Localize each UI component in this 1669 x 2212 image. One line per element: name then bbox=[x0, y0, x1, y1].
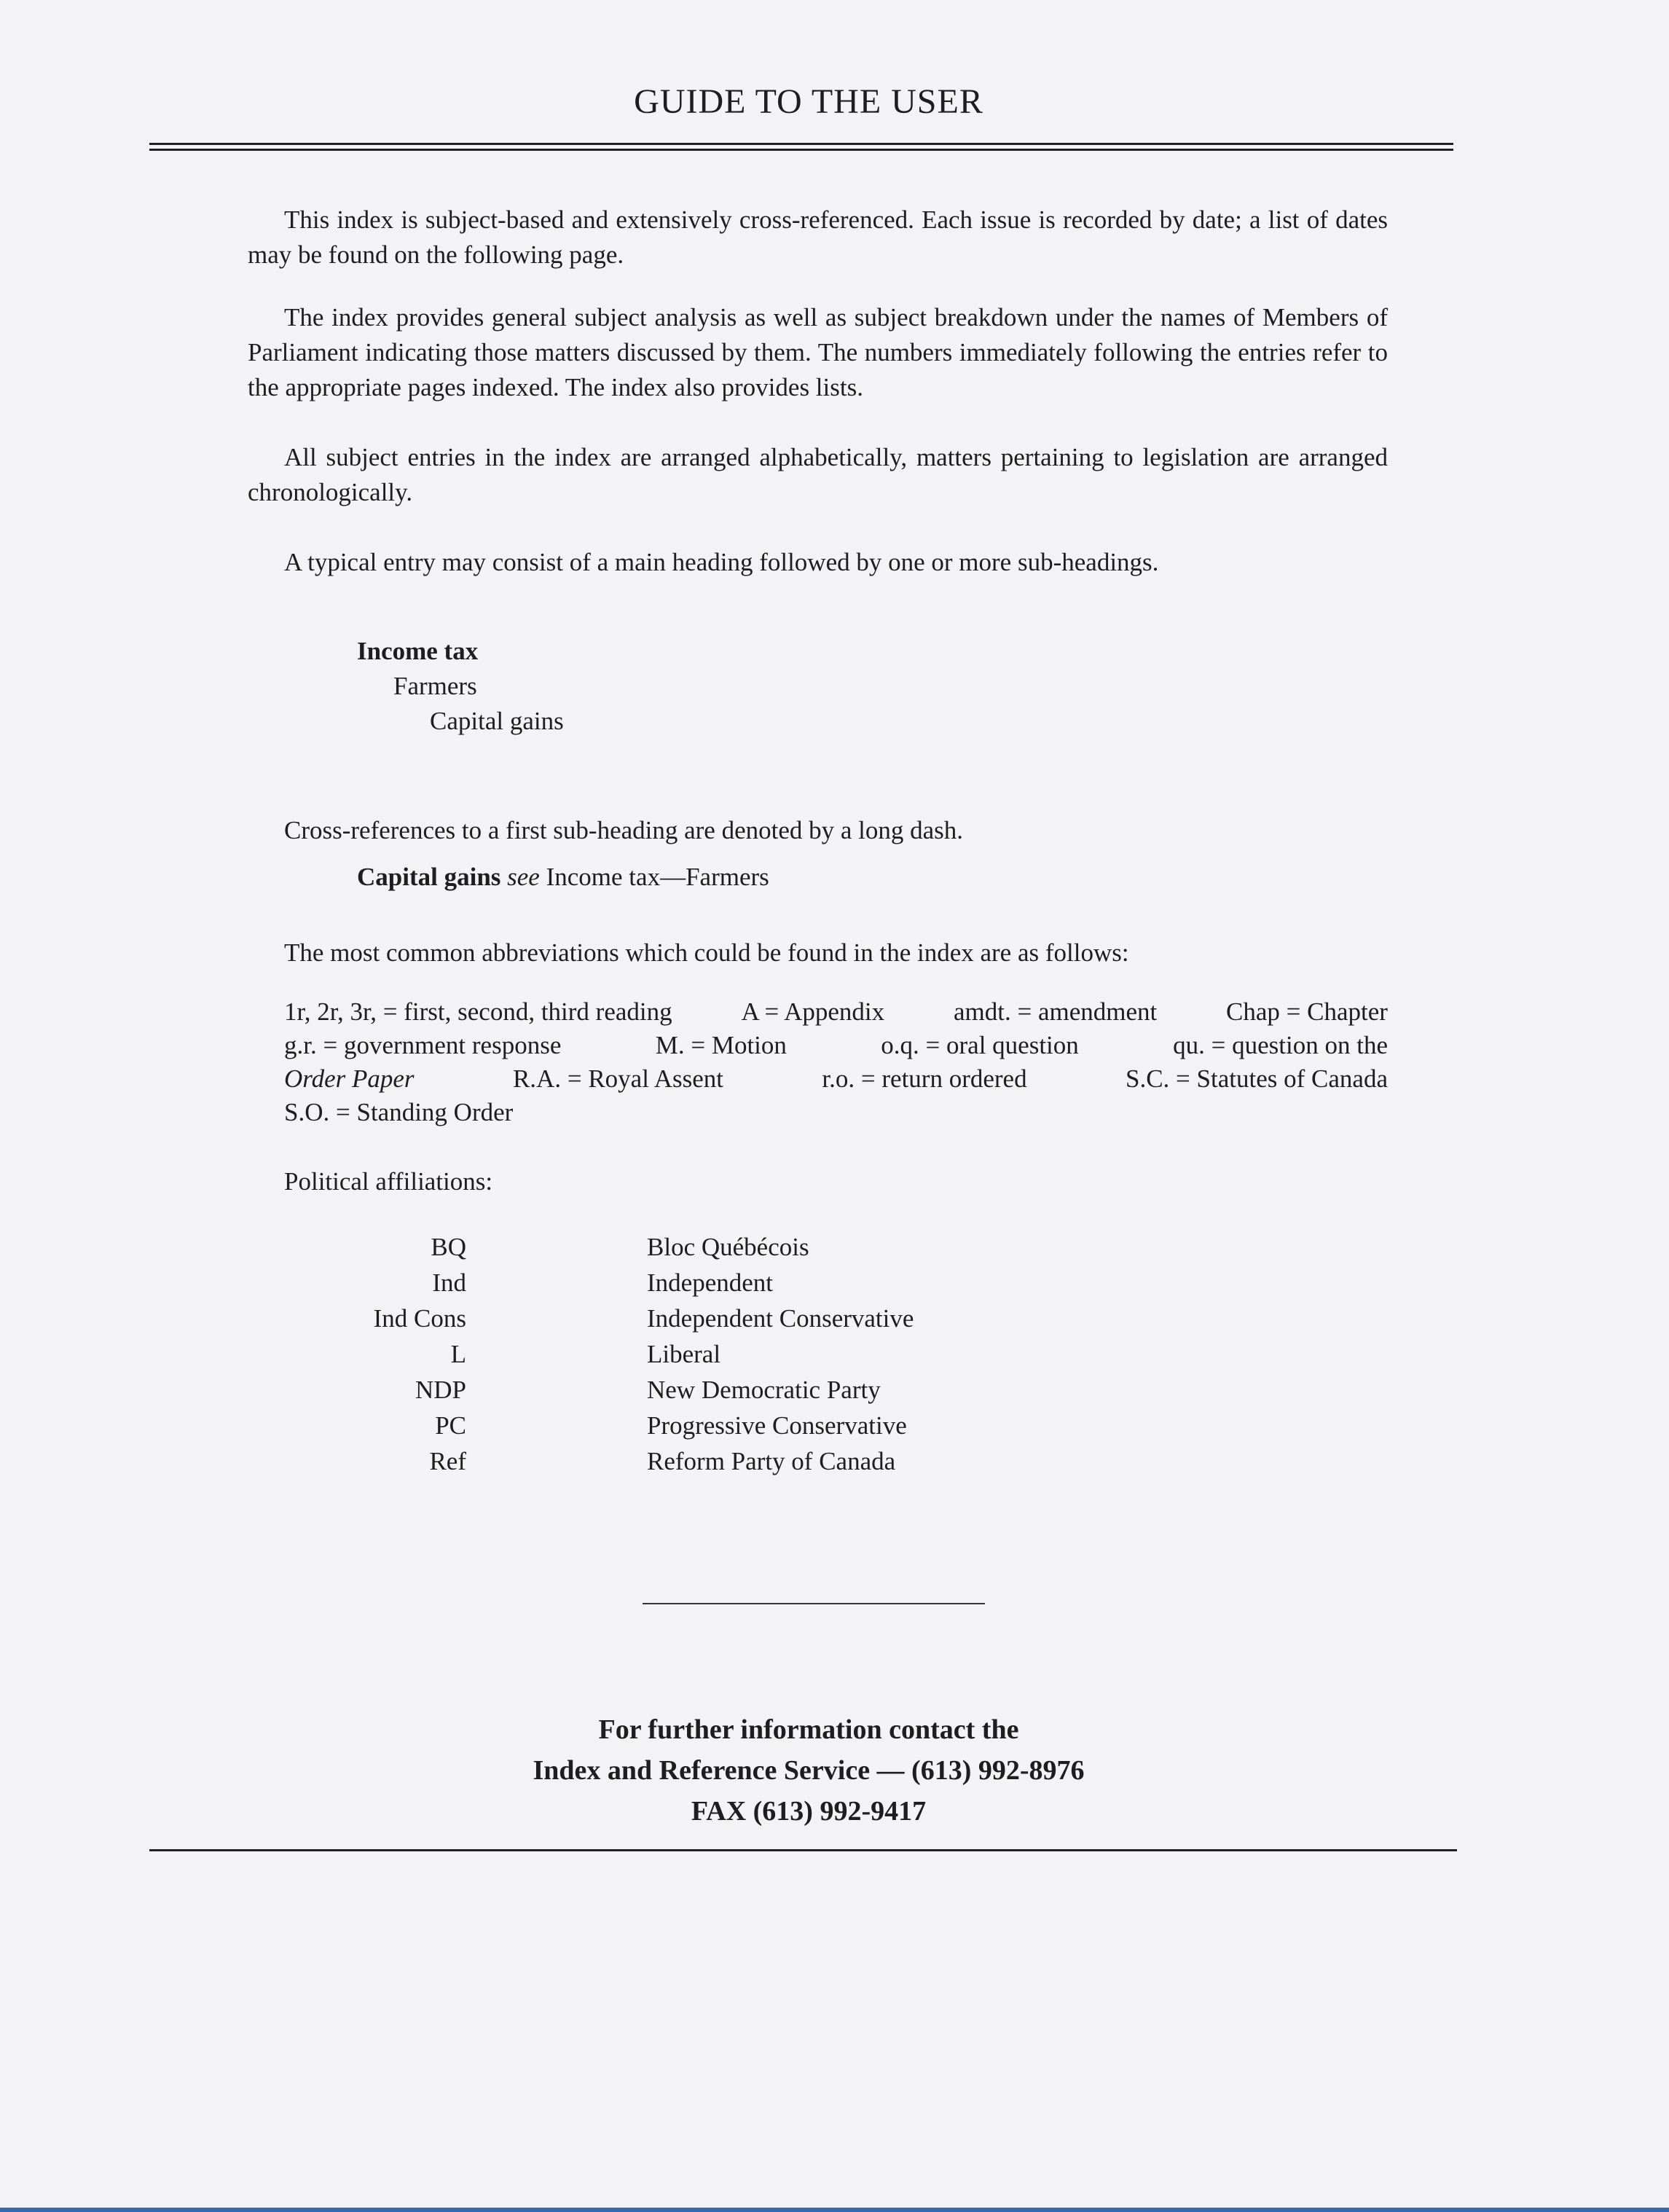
abbrev-item: qu. = question on the bbox=[1173, 1031, 1388, 1059]
subject-analysis-paragraph: The index provides general subject analysis as well as subject breakdown under the names of Members of Parliament indicating those matters discussed by them. The numbers immediately following the entries refer to the appropriate pages indexed. The index also provides lists. bbox=[248, 303, 1388, 401]
affiliation-code: Ind bbox=[432, 1268, 466, 1297]
typical-entry-paragraph: A typical entry may consist of a main heading followed by one or more sub-headings. bbox=[284, 548, 1159, 576]
affiliation-name: Reform Party of Canada bbox=[647, 1447, 896, 1475]
intro-paragraph: This index is subject-based and extensively cross-referenced. Each issue is recorded by date; a list of dates may be found on the following page. bbox=[248, 205, 1388, 269]
page-title: GUIDE TO THE USER bbox=[634, 82, 983, 121]
affiliation-code: Ind Cons bbox=[373, 1304, 466, 1333]
abbrev-row-4 bbox=[284, 1096, 1388, 1129]
abbrev-item: r.o. = return ordered bbox=[822, 1064, 1027, 1093]
affiliation-name: New Democratic Party bbox=[647, 1376, 881, 1404]
contact-line-2: Index and Reference Service — (613) 992-8976 bbox=[533, 1755, 1085, 1786]
abbrev-item: 1r, 2r, 3r, = first, second, third reading bbox=[284, 997, 672, 1026]
example-main-heading: Income tax bbox=[357, 637, 479, 665]
abbreviations-intro: The most common abbreviations which could be found in the index are as follows: bbox=[284, 938, 1129, 967]
abbrev-item: amdt. = amendment bbox=[953, 997, 1158, 1026]
affiliation-name: Independent Conservative bbox=[647, 1304, 914, 1333]
header-double-rule bbox=[149, 143, 1453, 151]
abbrev-item: A = Appendix bbox=[741, 997, 885, 1026]
abbrev-item: Chap = Chapter bbox=[1226, 997, 1388, 1026]
abbrev-row-3 bbox=[284, 1062, 1388, 1096]
affiliation-code: Ref bbox=[429, 1447, 466, 1475]
example-sub-heading-1: Farmers bbox=[393, 672, 477, 700]
affiliation-code: NDP bbox=[415, 1376, 466, 1404]
cross-reference-paragraph: Cross-references to a first sub-heading are denoted by a long dash. bbox=[284, 816, 964, 844]
affiliation-name: Progressive Conservative bbox=[647, 1411, 907, 1440]
abbrev-item: g.r. = government response bbox=[284, 1031, 562, 1059]
abbrev-item-italic: Order Paper bbox=[284, 1064, 415, 1093]
page-bottom-edge bbox=[0, 2208, 1669, 2212]
example-sub-heading-2: Capital gains bbox=[430, 707, 564, 735]
abbrev-item: M. = Motion bbox=[655, 1031, 787, 1059]
footer-rule bbox=[149, 1849, 1457, 1851]
cross-reference-example bbox=[357, 860, 769, 895]
abbrev-item: o.q. = oral question bbox=[881, 1031, 1079, 1059]
affiliation-code: L bbox=[450, 1340, 466, 1368]
abbrev-item: R.A. = Royal Assent bbox=[512, 1064, 724, 1093]
affiliation-name: Independent bbox=[647, 1268, 773, 1297]
contact-line-1: For further information contact the bbox=[598, 1714, 1019, 1745]
section-divider bbox=[643, 1603, 985, 1604]
xref-target: Income tax—Farmers bbox=[546, 863, 769, 891]
affiliation-name: Liberal bbox=[647, 1340, 721, 1368]
affiliation-name: Bloc Québécois bbox=[647, 1233, 809, 1261]
abbreviations-list bbox=[284, 995, 1388, 1129]
contact-line-3: FAX (613) 992-9417 bbox=[691, 1796, 927, 1827]
abbrev-row-1 bbox=[284, 995, 1388, 1029]
affiliations-intro: Political affiliations: bbox=[284, 1167, 493, 1196]
arrangement-paragraph: All subject entries in the index are arranged alphabetically, matters pertaining to legislation are arranged chronologically. bbox=[248, 443, 1388, 506]
abbrev-item: S.O. = Standing Order bbox=[284, 1098, 514, 1126]
abbrev-item: S.C. = Statutes of Canada bbox=[1126, 1064, 1388, 1093]
xref-term: Capital gains bbox=[357, 863, 501, 891]
xref-see: see bbox=[507, 863, 540, 891]
affiliation-code: BQ bbox=[431, 1233, 466, 1261]
abbrev-row-2 bbox=[284, 1029, 1388, 1062]
affiliation-code: PC bbox=[435, 1411, 466, 1440]
